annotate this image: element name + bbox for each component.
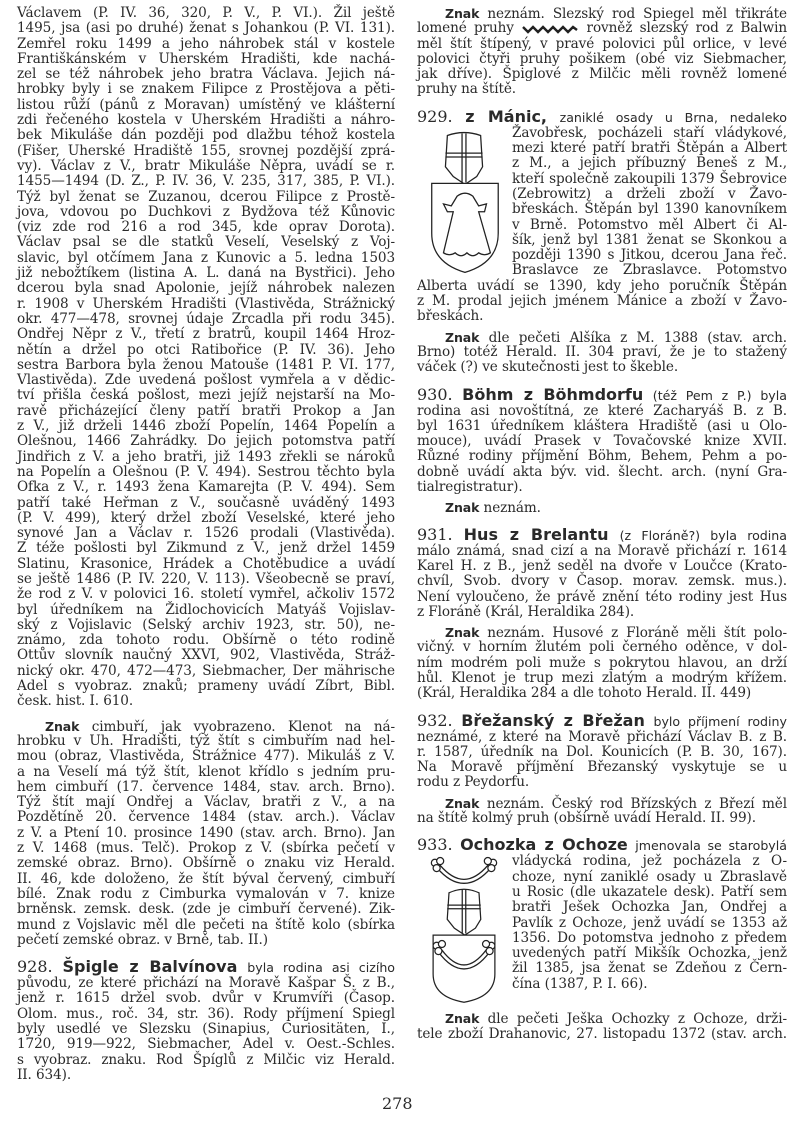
text-line: břeskách. Štěpán byl 1390 kanovníkem [512,201,787,218]
text-line: z Floráně (Král, Heraldika 284). [417,603,635,620]
text-line: čína (1387, P. I. 66). [512,975,648,992]
text-line: Braslavce ze Zbraslavce. Potomstvo [512,262,787,279]
text-line: již nebožtíkem (listina A. L. daná na Bystřici). Jeho [17,265,395,282]
text-span: neznám. Husové z Floráně měli štít polo- [487,625,787,642]
entry-heading [417,835,787,854]
text-line: Slatinu, Krasonice, Hrádek a Chotěbudice a uvádí [17,555,395,572]
text-line: slavic, byl otčímem Jana z Kunovic a 5. ledna 1503 [17,249,395,266]
text-line: Karel H. z B., jenž seděl na dvoře v Loučce (Krato- [417,557,787,574]
znak-label: Znak [445,795,480,811]
entry-number: 932. [417,710,453,730]
paragraph-znak-cimburi [17,719,395,948]
text-line: vičný. v horním žlutém poli černého oděnce, v dol- [417,639,787,656]
text-span: lomené pruhy [417,20,514,37]
text-line: měl štít štípený, v pravé polovici půl orlice, v levé [417,35,787,52]
paragraph-znak-928 [417,6,787,98]
text-line: z M., a jejich příbuzný Beneš z M., [512,155,787,172]
text-line: zel se též náhrobek jeho bratra Václava. Jejich ná- [17,66,395,83]
text-line: kteří společně zakoupili 1379 Šebrovice [512,170,787,187]
text-line: břeskách. [417,308,484,325]
text-line: u Rosic (dle ukazatele desk). Patří sem [512,883,787,900]
text-line: zemské obraz. Brno). Obšírně o znaku viz Herald. [17,855,395,872]
text-line: jova, vdovou po Duchkovi z Bydžova též Kůnovic [17,203,395,220]
text-line: (P. V. 499), který držel zboží Veselské, které jeho [17,509,395,526]
text-line: ním modrém poli muže s pokrytou hlavou, an drží [417,654,787,671]
text-line: Olom. mus., roč. 34, str. 36). Rody příjmení Spiegl [17,1005,395,1022]
znak-label: Znak [445,500,480,516]
text-span: neznám. Slezský rod Spiegel měl třikráte [487,6,787,22]
text-line: byly usedlé ve Slezsku (Sinapius, Curiositäten, I., [17,1021,395,1037]
text-line: že rod z V. v polovici 16. století vymřel, ačkoliv 1572 [17,586,395,603]
text-line: hrobku v Uh. Hradišti, týž štít s cimbuřím nad hel- [17,732,395,749]
entry-heading [17,957,395,976]
text-span: neznám. [483,500,541,517]
entry-932 [417,711,787,827]
paragraph-vojslavic-history [17,6,395,710]
text-line: nětín a držel po otci Ratibořice (P. IV. 36). Jeho [17,341,395,358]
text-line: bratři Ješek Ochozka Jan, Ondřej a [512,899,787,916]
text-line: uvedených patří Mikšík Ochozka, jenž [512,945,787,962]
text-line: okr. 477—478, srovnej údaje Zrcadla při rodu 345). [17,310,395,327]
entry-929 [417,107,787,376]
entry-930 [417,385,787,516]
text-line: se ještě 1486 (P. IV. 220, V. 113). Všeobecně se praví, [17,570,395,587]
text-line: r. 1587, úředník na Dol. Kounicích (P. B. 30, 167). [417,743,787,760]
text-line: byl úředníkem na Židlochovicích Matyáš Vojislav- [17,601,395,618]
text-line: Vlastivěda). Zde uvedená pošlost vymřela a v dědic- [17,372,395,389]
text-line: málo známá, snad cizí a na Moravě přichází r. 1614 [417,542,787,559]
text-line: listou růží (pánů z Moravan) umístěný ve klášterní [17,96,395,113]
entry-name: Ochozka z Ochoze [460,835,628,855]
text-span: dle pečeti Ješka Ochozky z Ochoze, drži- [487,1011,787,1028]
text-line [17,719,395,734]
text-line: šík, jenž byl 1381 ženat se Skonkou a [512,231,787,248]
entry-heading-rest: jmenovala se starobylá [635,838,787,854]
text-line: váček (?) ve skutečnosti jest to škeble. [417,359,679,376]
text-line: (Fišer, Uherské Hradiště 155, srovnej pozdější zprá- [17,142,395,159]
text-line [417,500,787,515]
text-line: vládycká rodina, jež pocházela z O- [512,853,787,870]
text-line: dcerou byla snad Apolonie, jejíž náhrobek nalezen [17,280,395,297]
text-line: patří také Heřman z V., současně uváděný 1493 [17,494,395,511]
text-line: Z téže pošlosti byl Zikmund z V., jenž držel 1459 [17,540,395,557]
text-line: sestra Barbora byla ženou Matouše (1481 P. VI. 177, [17,356,395,373]
text-line: Jindřich z V. a jeho bratři, již 1493 zřekli se nároků [17,448,395,465]
text-line: mezi které patří bratři Štěpán a Albert [512,140,787,157]
text-line: pruhy na štítě. [417,81,517,98]
text-line: Václav psal se dle statků Veselí, Veselský z Voj- [17,234,395,251]
entry-name: Břežanský z Břežan [461,710,645,730]
text-line: z V., již drželi 1446 zboží Popelín, 1464 Popelín a [17,418,395,435]
text-line: Adel s vyobraz. znaků; prameny uvádí Zíbrt, Bibl. [17,678,395,695]
text-line: II. 634). [17,1066,72,1083]
entry-number: 930. [417,384,453,404]
text-line: z V. 1468 (mus. Telč). Prokop z V. (sbírka pečetí v [17,840,395,857]
left-column [17,6,395,1083]
text-line: na štítě kolmý pruh (obšírně uvádí Herald. II. 99). [417,810,756,827]
text-line: choze, nyní zaniklé osady u Zbraslavě [512,868,787,885]
text-line: 1720, 919—922, Siebmacher, Adel v. Oest.-Schles. [17,1036,395,1053]
entry-name: z Mánic, [465,106,548,126]
text-line: a na Veselí má týž štít, klenot křídlo s jedním pru- [17,763,395,780]
text-line: Brno) totéž Herald. II. 304 praví, že je to stažený [417,343,787,360]
text-line: hrobky byly i se znakem Filipce z Prostějova a pěti- [17,81,395,98]
entry-name: Špigle z Balvínova [62,957,238,977]
text-line: Pavlík z Ochoze, jenž uvádí se 1353 až [512,914,787,931]
entry-931 [417,525,787,702]
entry-heading-rest: (z Floráně?) byla rodina [619,527,788,543]
text-line [417,1011,787,1026]
text-line: Týž štít mají Ondřej a Václav, bratři z V., a na [17,794,395,811]
text-line [417,21,787,36]
entry-number: 928. [17,957,53,977]
text-line: tialregistratur). [417,479,523,496]
page-number: 278 [382,1094,413,1113]
text-line: zdi řečeného kostela v Uherském Hradišti a náhro- [17,112,395,129]
entry-name: Böhm z Böhmdorfu [462,384,644,404]
text-span: cimbuří, jak vyobrazeno. Klenot na ná- [91,718,395,735]
text-line: mund z Vojslavic měl dle pečeti na štítě kolo (sbírka [17,916,395,933]
text-line: 1356. Do potomstva jednoho z předem [512,929,787,946]
text-line: rodina asi novoštítná, ze které Zacharyáš B. z B. [417,402,787,419]
text-line: 1455—1494 (D. Z., P. IV. 36, V. 235, 317, 385, P. VI.). [17,173,395,190]
entry-heading [417,107,787,126]
text-line: Václavem (P. IV. 36, 320, P. V., P. VI.). Žil ještě [17,5,395,21]
text-line: Zemřel roku 1499 a jeho náhrobek stál v kostele [17,35,395,52]
text-line: Ottův slovník naučný XXVI, 902, Vlastivěda, Stráž- [17,647,395,664]
text-line [417,6,787,21]
text-line: mouce), uvádí Prasek v Tovačovské knize XVII. [417,433,787,450]
text-line: 1495, jsa (asi po druhé) ženat s Johankou (P. VI. 131). [17,20,395,37]
text-line: Pozdětíně 20. července 1484 (stav. arch.). Václav [17,809,395,826]
text-line: tele zboží Drahanovic, 27. listopadu 1372 (stav. arch. [417,1025,787,1042]
text-line: (Zebrowitz) a drželi zboží v Žavo- [512,185,787,202]
text-line: byl 1631 úředníkem kláštera Hradiště (asi u Olo- [417,417,787,434]
text-line: rodu z Peydorfu. [417,774,530,791]
text-line: brněnsk. zemsk. desk. (zde je cimbuří červené). Zik- [17,901,395,918]
text-line: hůl. Klenot je trup mezi zlatým a modrým křížem. [417,669,787,686]
text-line: později 1390 s Jitkou, dcerou Jana řeč. [512,247,787,264]
text-line: jak dříve). Špiglové z Milčic měli rovněž lomené [417,66,787,83]
text-line: Olešnou, 1466 Zahrádky. Do jejich potomstva patří [17,433,395,450]
text-line: původu, ze které přichází na Moravě Kašpar Š. z B., [17,975,395,992]
entry-heading [417,525,787,544]
text-line: dobně uvádí akta býv. vid. šlecht. arch. (nyní Gra- [417,463,787,480]
znak-label: Znak [445,6,480,21]
text-line: pečetí zemské obraz. v Brně, tab. II.) [17,931,268,948]
text-line: z M. prodal jejich jménem Mánice a zboží v Žavo- [417,293,787,310]
text-line: II. 46, kde doloženo, že štít býval červený, cimbuří [17,870,395,887]
figure-block-929 [417,126,787,279]
coat-of-arms-manic-icon [420,126,508,276]
znak-label: Znak [445,1011,480,1027]
text-line: Týž byl ženat se Zuzanou, dcerou Filipce z Prostě- [17,188,395,205]
entry-933 [417,835,787,1042]
text-span: dle pečeti Alšíka z M. 1388 (stav. arch. [488,329,787,346]
text-line: Ondřej Něpr z V., třetí z bratrů, koupil 1464 Hroz- [17,326,395,343]
entry-heading [417,385,787,404]
coat-of-arms-ochozka-icon [420,854,508,1004]
text-line: chvíl, Svob. dvory v Časop. morav. zemsk. mus.). [417,573,787,590]
text-line: mou (obraz, Vlastivěda, Strážnice 477). Mikuláš z V. [17,748,395,765]
text-line: nický okr. 470, 472—473, Siebmacher, Der mährische [17,662,395,679]
text-line [417,330,787,345]
figure-block-933 [417,854,787,1006]
entry-heading-rest: byla rodina asi cizího [247,960,396,976]
entry-heading-rest: bylo příjmení rodiny [653,713,787,729]
entry-heading-rest: (též Pem z P.) byla [652,387,787,403]
entry-heading [417,711,787,730]
text-line: z V. a Ptení 10. prosince 1490 (stav. arch. Brno). Jan [17,824,395,841]
entry-name: Hus z Brelantu [463,524,609,544]
text-line: synové Jan a Václav r. 1526 prodali (Vlastivěda). [17,525,395,542]
text-line: bek Mikuláše dán později pod dlažbu téhož kostela [17,127,395,144]
znak-label: Znak [45,718,80,734]
text-line: na Popelín a Olešnou (P. V. 494). Sestrou těchto byla [17,463,395,480]
text-line: (Král, Heraldika 284 a dle tohoto Herald. II. 449) [417,685,752,702]
text-line: jenž r. 1615 držel svob. dvůr v Krumvíři (Časop. [17,990,395,1007]
text-line [417,625,787,640]
text-line: známo, zda tohoto rodu. Obšírně o této rodině [17,632,395,649]
entry-heading-rest: zaniklé osady u Brna, nedaleko [559,109,788,125]
text-line: ský z Vojislavic (Selský archiv 1923, str. 50), ne- [17,616,395,633]
text-line: tví přišla česká pošlost, mezi jejíž nejstarší na Mo- [17,387,395,404]
text-line: s vyobraz. znaku. Rod Špíglů z Milčic viz Herald. [17,1051,395,1068]
entry-number: 929. [417,106,453,126]
text-line: Různé rodiny příjmění Böhm, Behem, Pehm a po- [417,448,787,465]
entry-number: 933. [417,835,453,855]
text-line: v Brně. Potomstvo měl Albert či Al- [512,216,787,233]
text-line: neznámé, z které na Moravě přichází Václav B. z B. [417,728,787,745]
text-line: hem cimbuří (17. července 1484, stav. arch. Brno). [17,778,395,795]
znak-label: Znak [445,625,480,641]
text-line: Není vyloučeno, že právě znění této rodiny jest Hus [417,588,787,605]
right-column [417,6,787,1042]
text-line: (viz zde rod 216 a rod 345, kde oprav Dorota). [17,219,395,236]
text-line: Alberta uvádí se 1390, kdy jeho poručník Štěpán [417,277,787,294]
text-line: Na Moravě příjmění Březanský vyskytuje se u [417,759,787,776]
text-line: r. 1908 v Uherském Hradišti (Vlastivěda, Strážnický [17,295,395,312]
text-line: vy). Václav z V., bratr Mikuláše Něpra, uvádí se r. [17,157,395,174]
text-line: Františkánském v Uherském Hradišti, kde nachá- [17,50,395,67]
text-line: česk. hist. I. 610. [17,693,134,710]
text-line: Ofka z V., r. 1493 žena Kamarejta (P. V. 494). Sem [17,479,395,496]
text-line: Žavobřesk, pocházeli staří vládykové, [512,124,787,141]
text-span: rovněž slezský rod z Balwin [586,20,787,37]
entry-number: 931. [417,524,453,544]
text-span: neznám. Český rod Břízských z Březí měl [486,795,787,812]
text-line: polovici čtyři pruhy pošikem (obé viz Siebmacher, [417,50,787,67]
text-line: bílé. Znak rodu z Cimburka vymalován v 7. knize [17,885,395,902]
znak-label: Znak [445,329,480,345]
text-line [417,796,787,811]
text-line: žil 1385, jsa ženat se Zdeňou z Čern- [512,960,787,977]
wavy-stripes-icon [521,24,579,34]
entry-928 [17,957,395,1083]
text-line: ravě přicházející členy patří bratři Prokop a Jan [17,402,395,419]
